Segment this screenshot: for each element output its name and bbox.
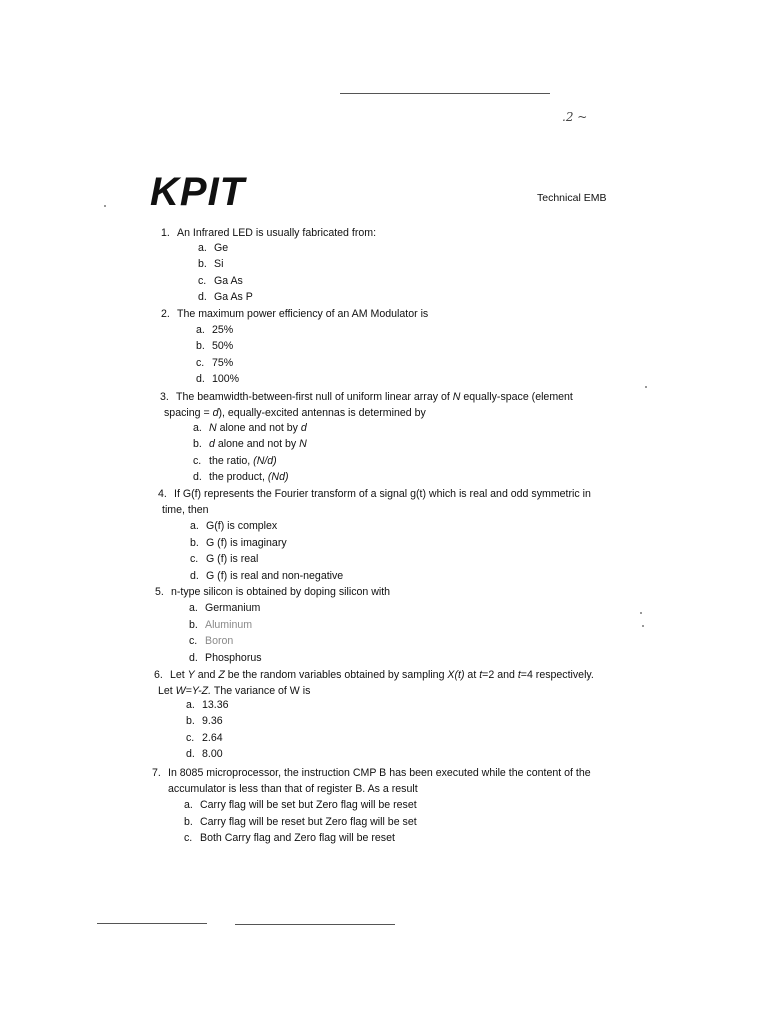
question-number: 4. [158, 488, 167, 500]
option: d. the product, (Nd) [193, 471, 289, 483]
option: a. N alone and not by d [193, 422, 307, 434]
question-3 [160, 389, 573, 421]
speck [104, 205, 106, 207]
option: b. G (f) is imaginary [190, 537, 287, 549]
question-text: The beamwidth-between-first null of uniform linear array of N equally-space (element [176, 391, 573, 403]
scan-line-bottom-right [235, 924, 395, 925]
question-7 [152, 765, 591, 797]
question-number: 2. [161, 308, 170, 320]
kpit-logo: KPIT [150, 170, 246, 214]
option: a. 13.36 [186, 699, 229, 711]
speck [642, 625, 644, 627]
question-6 [154, 667, 594, 699]
question-text: If G(f) represents the Fourier transform of a signal g(t) which is real and odd symmetric in [174, 488, 591, 500]
option: d. Phosphorus [189, 652, 262, 664]
question-number: 7. [152, 767, 161, 779]
option: c. G (f) is real [190, 553, 259, 565]
option: b. Si [198, 258, 224, 270]
option: b. Aluminum [189, 619, 253, 631]
question-2 [161, 306, 429, 322]
paper-subject: Technical EMB [537, 192, 607, 204]
option: d. 100% [196, 373, 240, 385]
question-5 [155, 584, 391, 600]
question-text: An Infrared LED is usually fabricated from: [177, 227, 377, 239]
option: a. Germanium [189, 602, 261, 614]
question-number: 6. [154, 669, 163, 681]
option: b. 50% [196, 340, 234, 352]
option: a. 25% [196, 324, 234, 336]
option: b. d alone and not by N [193, 438, 307, 450]
question-number: 5. [155, 586, 164, 598]
option: c. 2.64 [186, 732, 223, 744]
question-1 [161, 225, 377, 241]
question-number: 1. [161, 227, 170, 239]
question-text-continued: spacing = d), equally-excited antennas is determined by [164, 407, 426, 419]
option: a. Ge [198, 242, 229, 254]
speck [645, 386, 647, 388]
question-4 [158, 486, 591, 518]
option: d. 8.00 [186, 748, 223, 760]
question-text: n-type silicon is obtained by doping silicon with [171, 586, 391, 598]
question-text-continued: accumulator is less than that of register B. As a result [168, 783, 418, 795]
option: b. Carry flag will be reset but Zero flag will be set [184, 816, 417, 828]
option: c. 75% [196, 357, 234, 369]
option: b. 9.36 [186, 715, 223, 727]
scan-line-bottom-left [97, 923, 207, 924]
question-text-continued: Let W=Y-Z. The variance of W is [158, 685, 311, 697]
question-number: 3. [160, 391, 169, 403]
scan-line-top [340, 93, 550, 94]
speck [640, 612, 642, 614]
option: a. G(f) is complex [190, 520, 278, 532]
option: d. G (f) is real and non-negative [190, 570, 344, 582]
corner-mark: .2 ~ [562, 110, 588, 124]
question-text: Let Y and Z be the random variables obtained by sampling X(t) at t=2 and t=4 respectively. [170, 669, 594, 681]
option: d. Ga As P [198, 291, 253, 303]
option: c. Boron [189, 635, 234, 647]
option: a. Carry flag will be set but Zero flag will be reset [184, 799, 417, 811]
question-text: In 8085 microprocessor, the instruction CMP B has been executed while the content of the [168, 767, 591, 779]
option: c. the ratio, (N/d) [193, 455, 277, 467]
question-text: The maximum power efficiency of an AM Modulator is [177, 308, 429, 320]
question-text-continued: time, then [162, 504, 209, 516]
option: c. Ga As [198, 275, 243, 287]
option: c. Both Carry flag and Zero flag will be reset [184, 832, 395, 844]
